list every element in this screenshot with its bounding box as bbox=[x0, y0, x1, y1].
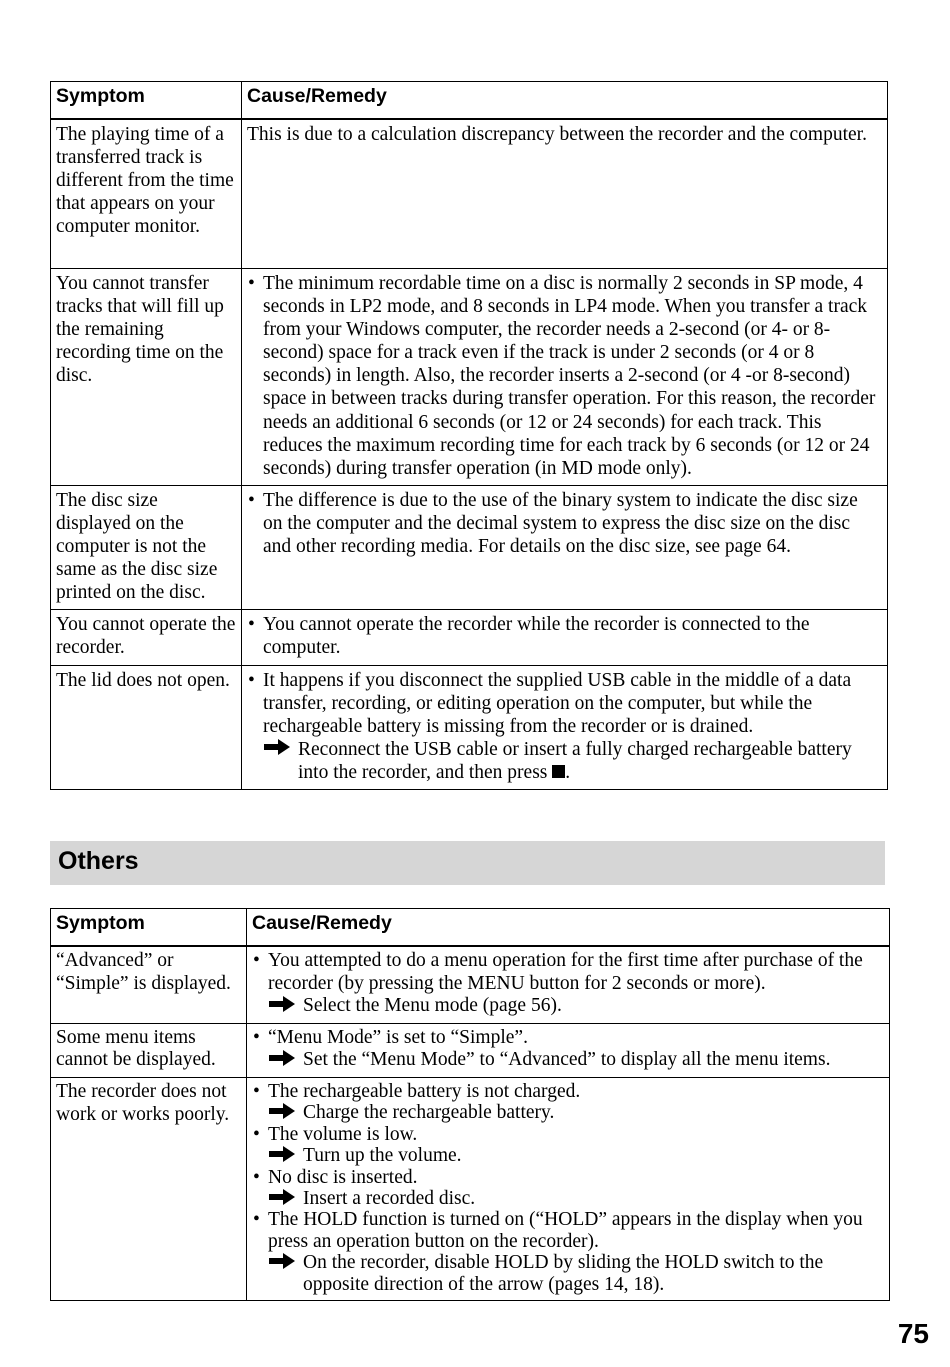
table-row bbox=[51, 610, 888, 665]
cause-cell bbox=[247, 946, 890, 1023]
cause-cell bbox=[242, 269, 888, 486]
remedy-text: Insert a recorded disc. bbox=[303, 1188, 476, 1209]
remedy-line bbox=[252, 995, 884, 1018]
bullet-item: • The volume is low. bbox=[252, 1124, 884, 1145]
section-heading-bar bbox=[50, 841, 885, 885]
right-arrow-icon bbox=[268, 1102, 296, 1120]
symptom-cell: The playing time of a transferred track is different from the time that appears on your computer monitor. bbox=[51, 119, 242, 269]
bullet-item: • “Menu Mode” is set to “Simple”. bbox=[252, 1027, 884, 1050]
section-title: Others bbox=[58, 847, 139, 875]
right-arrow-icon bbox=[268, 995, 296, 1013]
symptom-cell: The disc size displayed on the computer is not the same as the disc size printed on the disc. bbox=[51, 485, 242, 609]
table-row bbox=[51, 269, 888, 486]
symptom-cell: Some menu items cannot be displayed. bbox=[51, 1023, 247, 1077]
symptom-cell: You cannot transfer tracks that will fill up the remaining recording time on the disc. bbox=[51, 269, 242, 486]
bullet-item: • The rechargeable battery is not charged. bbox=[252, 1081, 884, 1102]
column-header-cause-remedy: Cause/Remedy bbox=[242, 82, 888, 120]
cause-cell bbox=[242, 485, 888, 609]
column-header-symptom: Symptom bbox=[51, 82, 242, 120]
right-arrow-icon bbox=[268, 1145, 296, 1163]
remedy-text: Reconnect the USB cable or insert a fully charged rechargeable battery into the recorder, and then press bbox=[298, 738, 852, 783]
table-row bbox=[51, 946, 890, 1023]
bullet-item: • The difference is due to the use of the binary system to indicate the disc size on the computer and the decimal system to express the disc size on the disc and other recording media. For details on the disc size, see page 64. bbox=[247, 489, 882, 558]
symptom-cell: You cannot operate the recorder. bbox=[51, 610, 242, 665]
right-arrow-icon bbox=[268, 1252, 296, 1270]
remedy-line bbox=[247, 738, 882, 784]
table-header-row bbox=[51, 909, 890, 947]
table-row bbox=[51, 119, 888, 269]
bullet-item: • You cannot operate the recorder while the recorder is connected to the computer. bbox=[247, 613, 882, 659]
remedy-line bbox=[252, 1145, 884, 1166]
symptom-cell: “Advanced” or “Simple” is displayed. bbox=[51, 946, 247, 1023]
table-header-row bbox=[51, 82, 888, 120]
remedy-text: Turn up the volume. bbox=[303, 1145, 462, 1167]
remedy-text: Set the “Menu Mode” to “Advanced” to display all the menu items. bbox=[303, 1049, 831, 1071]
bullet-item: • You attempted to do a menu operation for the first time after purchase of the recorder (by pressing the MENU button for 2 seconds or more). bbox=[252, 950, 884, 995]
troubleshooting-table-others bbox=[50, 908, 890, 1301]
remedy-text: Select the Menu mode (page 56). bbox=[303, 995, 562, 1017]
table-row bbox=[51, 485, 888, 609]
bullet-item: • It happens if you disconnect the supplied USB cable in the middle of a data transfer, recording, or editing operation on the computer, but while the rechargeable battery is missing from the recorder or is drained. bbox=[247, 669, 882, 738]
remedy-text: On the recorder, disable HOLD by sliding the HOLD switch to the opposite direction of the arrow (pages 14, 18). bbox=[303, 1252, 824, 1295]
stop-icon bbox=[552, 765, 565, 778]
right-arrow-icon bbox=[263, 738, 291, 756]
cause-cell bbox=[247, 1023, 890, 1077]
troubleshooting-table-computer bbox=[50, 81, 888, 790]
table-row bbox=[51, 665, 888, 789]
table-row bbox=[51, 1023, 890, 1077]
remedy-text: Charge the rechargeable battery. bbox=[303, 1102, 555, 1124]
right-arrow-icon bbox=[268, 1049, 296, 1067]
cause-cell bbox=[242, 665, 888, 789]
symptom-cell: The lid does not open. bbox=[51, 665, 242, 789]
cause-cell: This is due to a calculation discrepancy between the recorder and the computer. bbox=[242, 119, 888, 269]
bullet-item: • No disc is inserted. bbox=[252, 1167, 884, 1188]
symptom-cell: The recorder does not work or works poorly. bbox=[51, 1077, 247, 1300]
bullet-item: • The HOLD function is turned on (“HOLD” appears in the display when you press an operation button on the recorder). bbox=[252, 1209, 884, 1252]
remedy-line bbox=[252, 1188, 884, 1209]
remedy-line bbox=[252, 1049, 884, 1072]
remedy-line bbox=[252, 1102, 884, 1123]
remedy-end: . bbox=[565, 761, 571, 783]
right-arrow-icon bbox=[268, 1188, 296, 1206]
table-row bbox=[51, 1077, 890, 1300]
column-header-cause-remedy: Cause/Remedy bbox=[247, 909, 890, 947]
bullet-item: • The minimum recordable time on a disc is normally 2 seconds in SP mode, 4 seconds in LP2 mode, and 8 seconds in LP4 mode. When you transfer a track from your Windows computer, the recorder needs a 2-second (or 4- or 8-second) space for a track even if the track is under 2 seconds (or 4 or 8 seconds) in length. Also, the recorder inserts a 2-second (or 4 -or 8-second) space in between tracks during transfer operation. For this reason, the recorder needs an additional 6 seconds (or 12 or 24 seconds) for each track. This reduces the maximum recording time for each track by 6 seconds (or 12 or 24 seconds) during transfer operation (in MD mode only). bbox=[247, 272, 882, 480]
page-number: 75 bbox=[897, 1318, 929, 1349]
remedy-line bbox=[252, 1252, 884, 1295]
cause-cell bbox=[242, 610, 888, 665]
cause-cell bbox=[247, 1077, 890, 1300]
column-header-symptom: Symptom bbox=[51, 909, 247, 947]
